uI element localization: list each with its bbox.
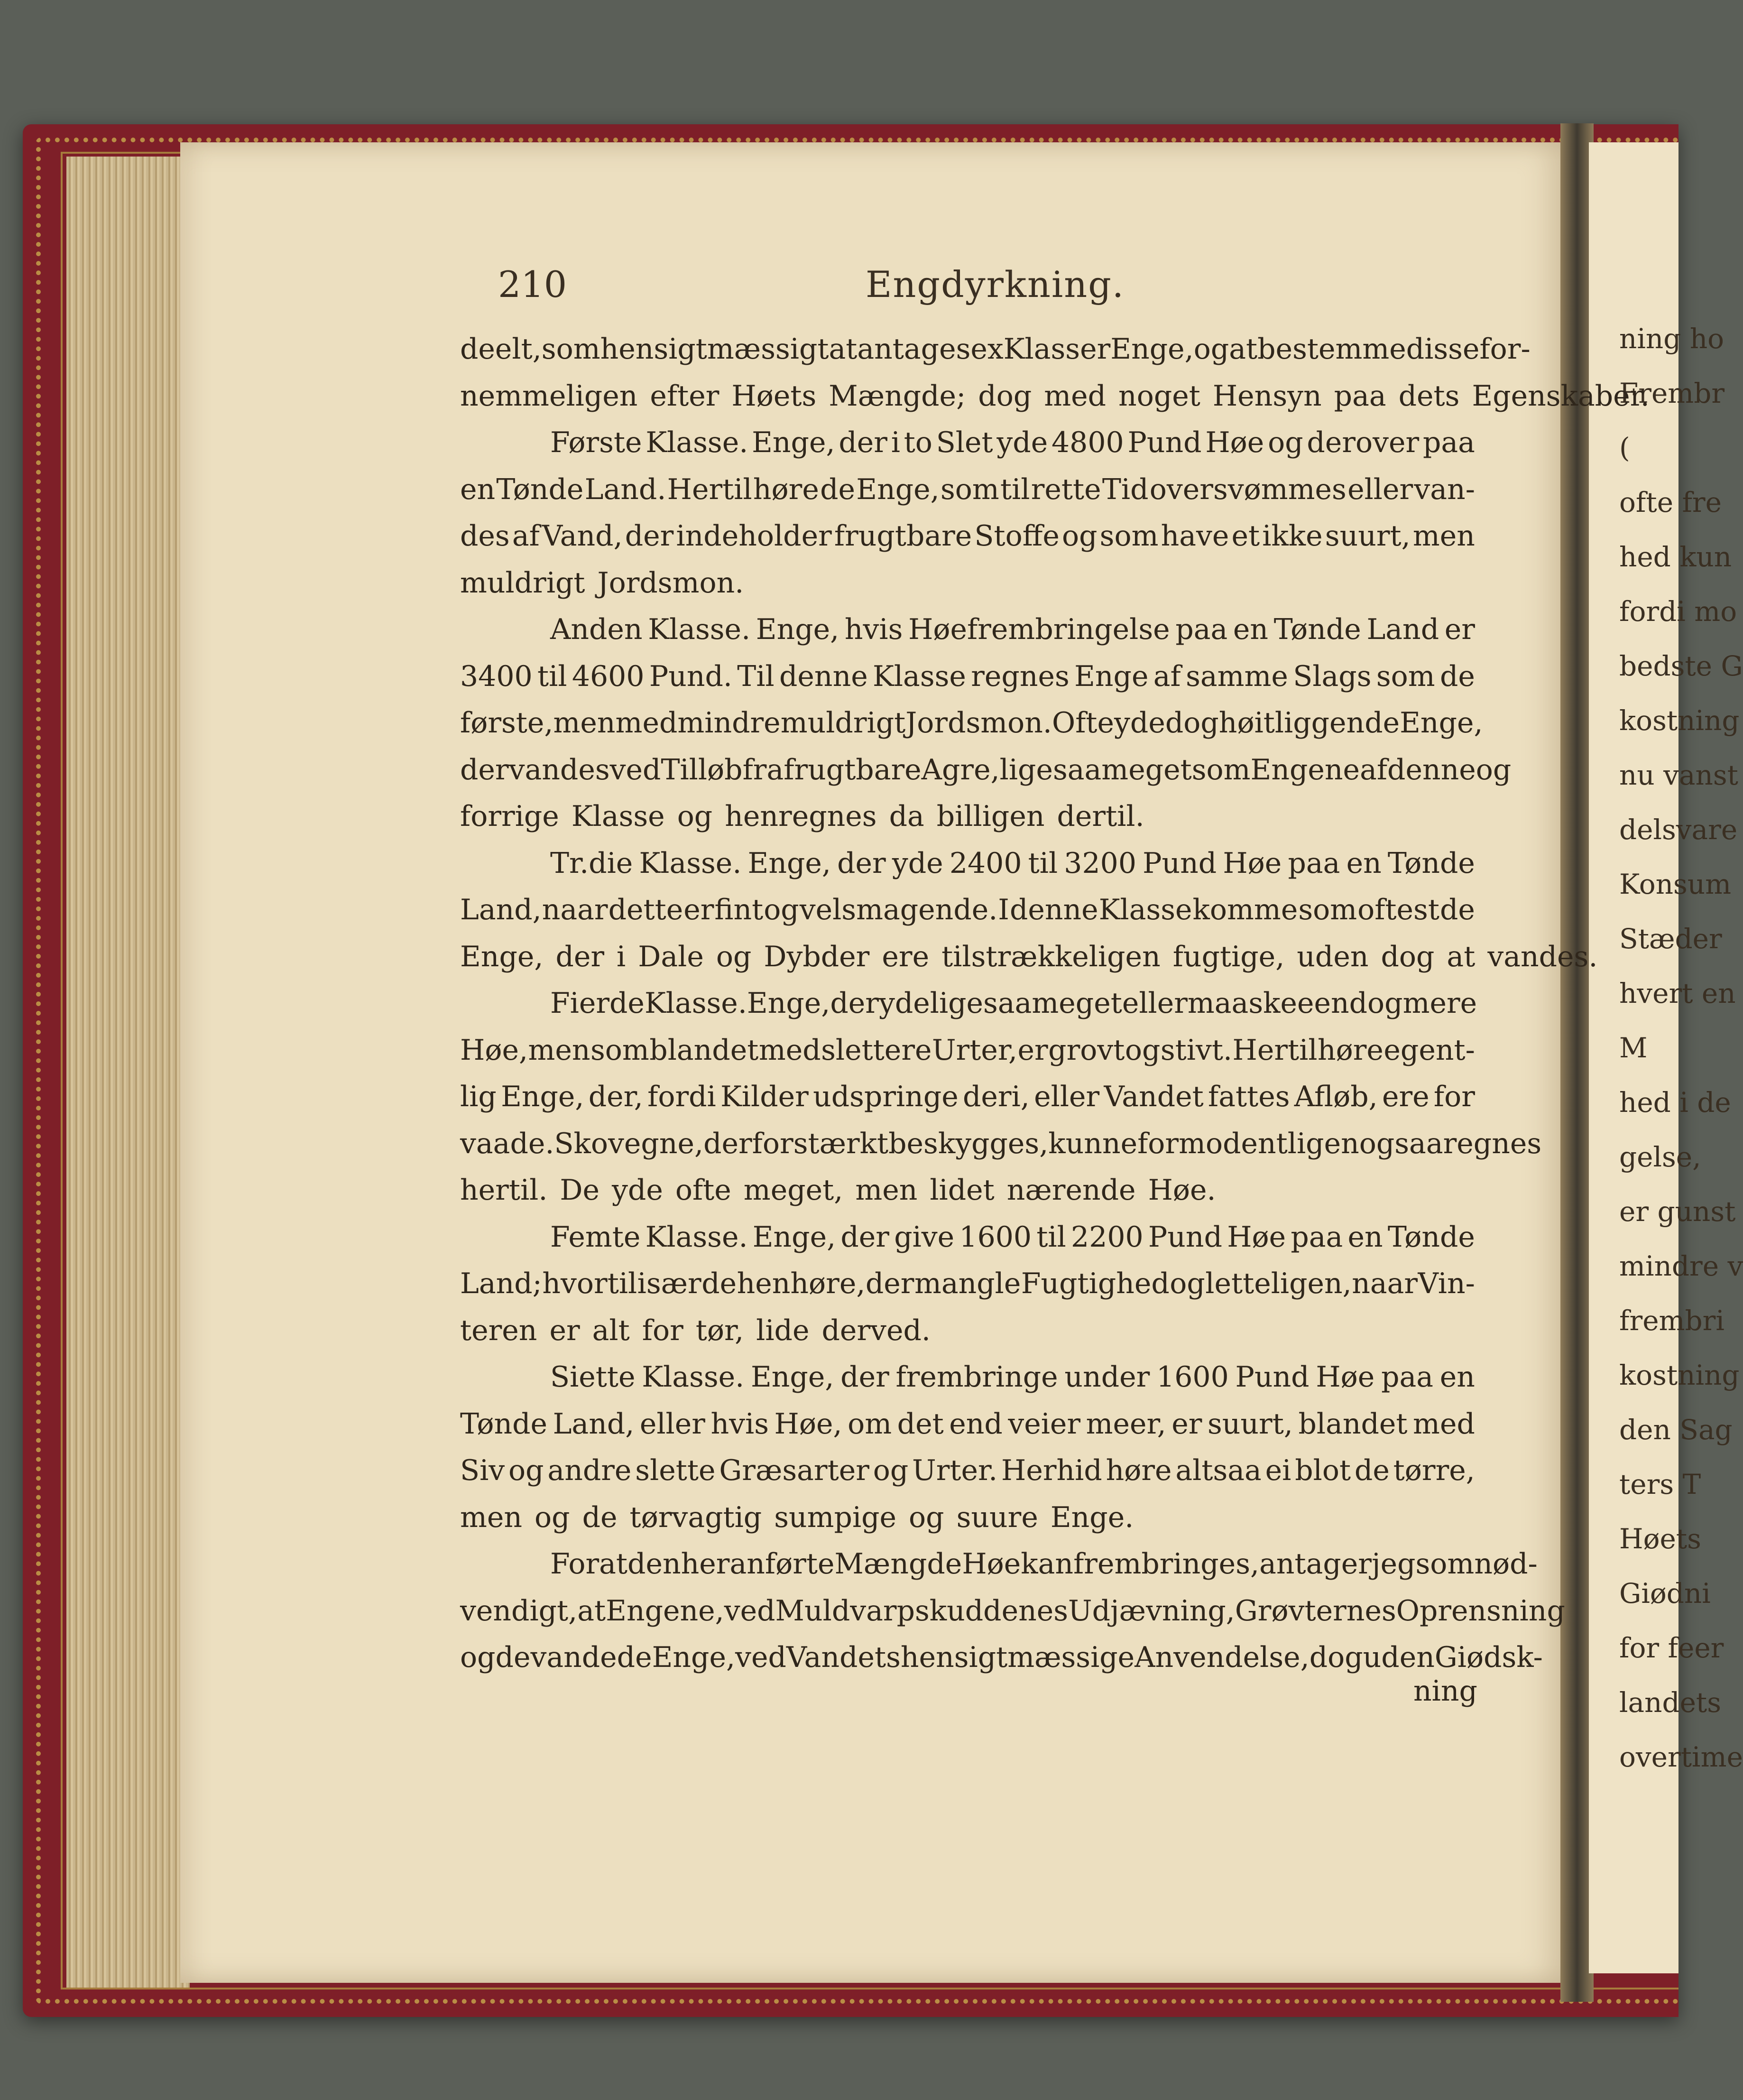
text-line: Siv og andre slette Græsarter og Urter. Herhid høre altsaa ei blot de tørre, [460, 1454, 1475, 1487]
text-line: og de vandede Enge, ved Vandets hensigtmæssige Anvendelse, dog uden Giødsk- [460, 1641, 1543, 1674]
next-page-line: Stæder [1619, 923, 1722, 955]
next-page-line: for feer [1619, 1632, 1724, 1664]
text-line: Land, naar dette er fint og velsmagende. I denne Klasse komme som oftest de [460, 893, 1475, 926]
next-page-line: hed kun [1619, 541, 1732, 573]
next-page-line: hed i de [1619, 1086, 1731, 1119]
text-line: For at den her anførte Mængde Høe kan frembringes, antager jeg som nød- [550, 1547, 1538, 1581]
text-line: Enge, der i Dale og Dybder ere tilstrækkeligen fugtige, uden dog at vandes. [460, 940, 1598, 973]
text-line: Tønde Land, eller hvis Høe, om det end veier meer, er suurt, blandet med [460, 1407, 1475, 1441]
next-page-line: overtime [1619, 1741, 1743, 1773]
next-page-line: Konsum [1619, 868, 1732, 900]
text-line: 3400 til 4600 Pund. Til denne Klasse regnes Enge af samme Slags som de [460, 659, 1475, 693]
next-page-line: gelse, [1619, 1141, 1701, 1173]
text-line: Høe, men som blandet med slettere Urter, er grovt og stivt. Hertil høre egent- [460, 1033, 1475, 1067]
next-page-line: Giødni [1619, 1577, 1711, 1610]
text-line: teren er alt for tør, lide derved. [460, 1314, 931, 1347]
page-header [498, 263, 1503, 315]
catchword: ning [1413, 1674, 1477, 1708]
next-page-line: landets [1619, 1686, 1722, 1719]
next-page-line: ters T [1619, 1468, 1701, 1500]
next-page-line: frembri [1619, 1304, 1725, 1337]
next-page-line: kostning [1619, 1359, 1740, 1391]
next-page-line: kostning [1619, 704, 1740, 737]
text-line: Første Klasse. Enge, der i to Slet yde 4800 Pund Høe og derover paa [550, 426, 1475, 459]
text-line: Anden Klasse. Enge, hvis Høefrembringelse paa en Tønde Land er [550, 613, 1475, 646]
next-page-line: nu vanst [1619, 759, 1738, 791]
text-line: der vandes ved Tilløb fra frugtbare Agre, ligesaameget som Engene af denne og [460, 753, 1512, 786]
text-line: forrige Klasse og henregnes da billigen dertil. [460, 800, 1144, 833]
text-line: Land; hvortil især de henhøre, der mangle Fugtighed og letteligen, naar Vin- [460, 1267, 1475, 1300]
page-edges [66, 157, 190, 1988]
text-line: første, men med mindre muldrigt Jordsmon. Ofte yde dog høitliggende Enge, [460, 706, 1483, 740]
next-page-line: Høets [1619, 1523, 1701, 1555]
text-line: lig Enge, der, fordi Kilder udspringe deri, eller Vandet fattes Afløb, ere for [460, 1080, 1475, 1113]
next-page-line: er gunst [1619, 1195, 1736, 1228]
text-line: en Tønde Land. Hertil høre de Enge, som til rette Tid oversvømmes eller van- [460, 472, 1475, 506]
next-page-line: delsvare [1619, 814, 1738, 846]
next-page-line: bedste G [1619, 650, 1743, 682]
text-line: hertil. De yde ofte meget, men lidet nærende Høe. [460, 1174, 1216, 1207]
text-line: nemmeligen efter Høets Mængde; dog med noget Hensyn paa dets Egenskaber. [460, 379, 1650, 413]
next-page-line: fordi mo [1619, 595, 1737, 628]
next-page-line: M [1619, 1032, 1648, 1064]
next-page-line: ofte fre [1619, 486, 1722, 518]
text-line: Siette Klasse. Enge, der frembringe under 1600 Pund Høe paa en [550, 1360, 1475, 1394]
text-line: Femte Klasse. Enge, der give 1600 til 2200 Pund Høe paa en Tønde [550, 1220, 1475, 1254]
text-line: Tr.die Klasse. Enge, der yde 2400 til 3200 Pund Høe paa en Tønde [550, 846, 1475, 880]
next-page-line: Frembr [1619, 377, 1725, 409]
page-number: 210 [498, 263, 567, 305]
text-line: vaade. Skovegne, der for stærkt beskygges, kunne formodentligen ogsaa regnes [460, 1127, 1542, 1160]
text-line: deelt, som hensigtmæssigt at antage sex Klasser Enge, og at bestemme disse for- [460, 333, 1531, 366]
next-page-line: ( [1619, 432, 1630, 464]
text-line: vendigt, at Engene, ved Muldvarpskuddenes Udjævning, Grøvternes Oprensning [460, 1594, 1565, 1628]
next-page-line: mindre v [1619, 1250, 1743, 1282]
next-page-line: ning ho [1619, 323, 1725, 355]
running-head: Engdyrkning. [866, 263, 1125, 305]
next-page-line: den Sag [1619, 1414, 1733, 1446]
text-line: men og de tørvagtig sumpige og suure Enge. [460, 1500, 1134, 1534]
text-line: muldrigt Jordsmon. [460, 566, 744, 600]
text-line: des af Vand, der indeholder frugtbare Stoffe og som have et ikke suurt, men [460, 519, 1475, 553]
text-line: Fierde Klasse. Enge, der yde ligesaameget eller maaskee endog mere [550, 987, 1477, 1020]
next-page-line: hvert en [1619, 977, 1736, 1009]
